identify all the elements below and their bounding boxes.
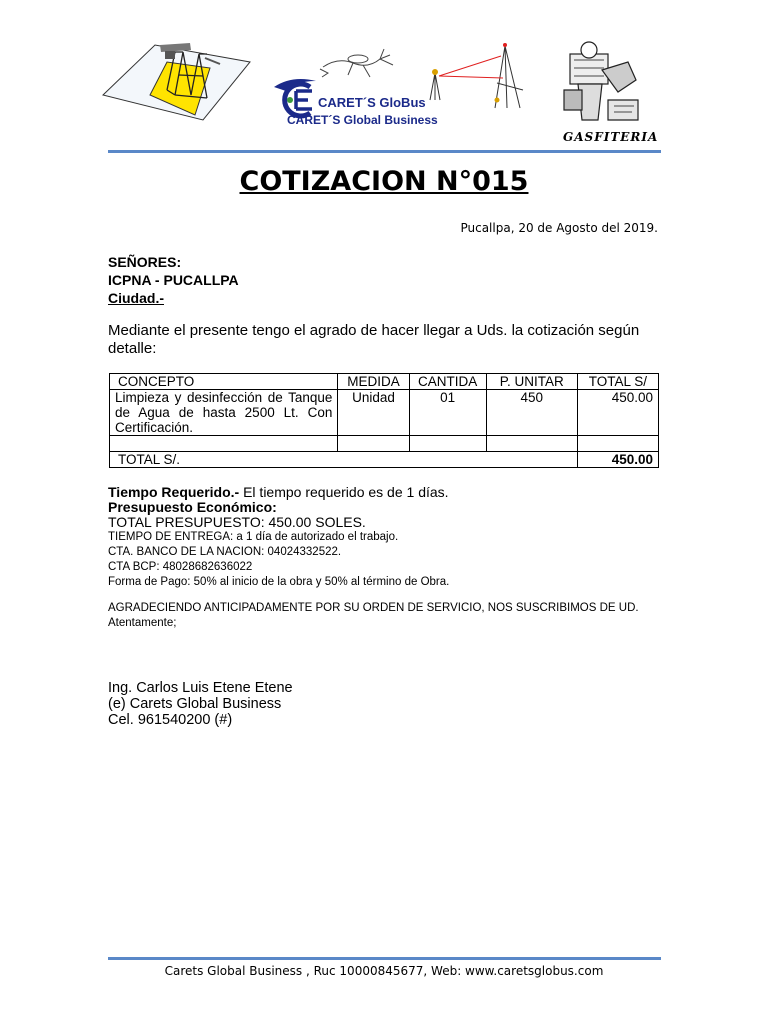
closing-thanks: AGRADECIENDO ANTICIPADAMENTE POR SU ORDEN DE SERVICIO, NOS SUSCRIBIMOS DE UD. bbox=[108, 602, 639, 614]
terms-section bbox=[108, 485, 668, 590]
tiempo-entrega: TIEMPO DE ENTREGA: a 1 día de autorizado el trabajo. bbox=[108, 531, 399, 543]
header-medida: MEDIDA bbox=[338, 374, 409, 390]
table-header-row bbox=[110, 374, 659, 390]
gasfiteria-label: GASFITERIA bbox=[563, 130, 659, 144]
tank-blueprint-illustration bbox=[95, 40, 255, 125]
plumber-mascot-illustration bbox=[558, 40, 643, 128]
header-p-unitario: P. UNITAR bbox=[486, 374, 577, 390]
total-value: 450.00 bbox=[577, 452, 658, 468]
logo-name: CARET´S GloBus bbox=[318, 95, 426, 110]
row-medida: Unidad bbox=[338, 390, 409, 436]
addressee-name: ICPNA - PUCALLPA bbox=[108, 272, 239, 288]
closing-regards: Atentamente; bbox=[108, 617, 177, 629]
header-cantidad: CANTIDA bbox=[409, 374, 486, 390]
forma-de-pago: Forma de Pago: 50% al inicio de la obra y 50% al término de Obra. bbox=[108, 576, 450, 588]
addressee-city: Ciudad.- bbox=[108, 290, 164, 306]
row-concepto: Limpieza y desinfección de Tanque de Agua de hasta 2500 Lt. Con Certificación. bbox=[110, 390, 338, 436]
logo-subtitle: CARET´S Global Business bbox=[287, 113, 438, 127]
header-divider bbox=[108, 150, 661, 153]
table-row bbox=[110, 390, 659, 436]
closing-section bbox=[108, 601, 668, 631]
cta-banco-nacion: CTA. BANCO DE LA NACION: 04024332522. bbox=[108, 546, 342, 558]
footer-text: Carets Global Business , Ruc 10000845677, Web: www.caretsglobus.com bbox=[164, 964, 604, 978]
document-title: COTIZACION N°015 bbox=[239, 166, 529, 197]
header-total: TOTAL S/ bbox=[577, 374, 658, 390]
intro-paragraph: Mediante el presente tengo el agrado de hacer llegar a Uds. la cotización según detalle: bbox=[108, 322, 640, 357]
footer-divider bbox=[108, 957, 661, 960]
row-p-unitario: 450 bbox=[486, 390, 577, 436]
document-date: Pucallpa, 20 de Agosto del 2019. bbox=[460, 221, 658, 235]
tiempo-requerido bbox=[108, 485, 668, 500]
signature-block bbox=[108, 680, 293, 728]
signer-name: Ing. Carlos Luis Etene Etene bbox=[108, 680, 293, 696]
tiempo-label: Tiempo Requerido.- bbox=[108, 484, 240, 500]
signer-phone: Cel. 961540200 (#) bbox=[108, 712, 233, 728]
letterhead bbox=[0, 0, 768, 160]
total-label: TOTAL S/. bbox=[110, 452, 578, 468]
total-presupuesto: TOTAL PRESUPUESTO: 450.00 SOLES. bbox=[108, 514, 366, 530]
header-concepto: CONCEPTO bbox=[110, 374, 338, 390]
presupuesto-label: Presupuesto Económico: bbox=[108, 499, 277, 515]
signer-company: (e) Carets Global Business bbox=[108, 696, 282, 712]
survey-instruments-illustration bbox=[425, 38, 525, 118]
cta-bcp: CTA BCP: 48028682636022 bbox=[108, 561, 253, 573]
table-empty-row bbox=[110, 436, 659, 452]
table-total-row bbox=[110, 452, 659, 468]
row-cantidad: 01 bbox=[409, 390, 486, 436]
quote-table bbox=[109, 373, 659, 468]
diver-sketch-illustration bbox=[318, 45, 398, 85]
addressee-salutation: SEÑORES: bbox=[108, 254, 182, 270]
tiempo-text: El tiempo requerido es de 1 días. bbox=[239, 484, 449, 500]
row-total: 450.00 bbox=[577, 390, 658, 436]
